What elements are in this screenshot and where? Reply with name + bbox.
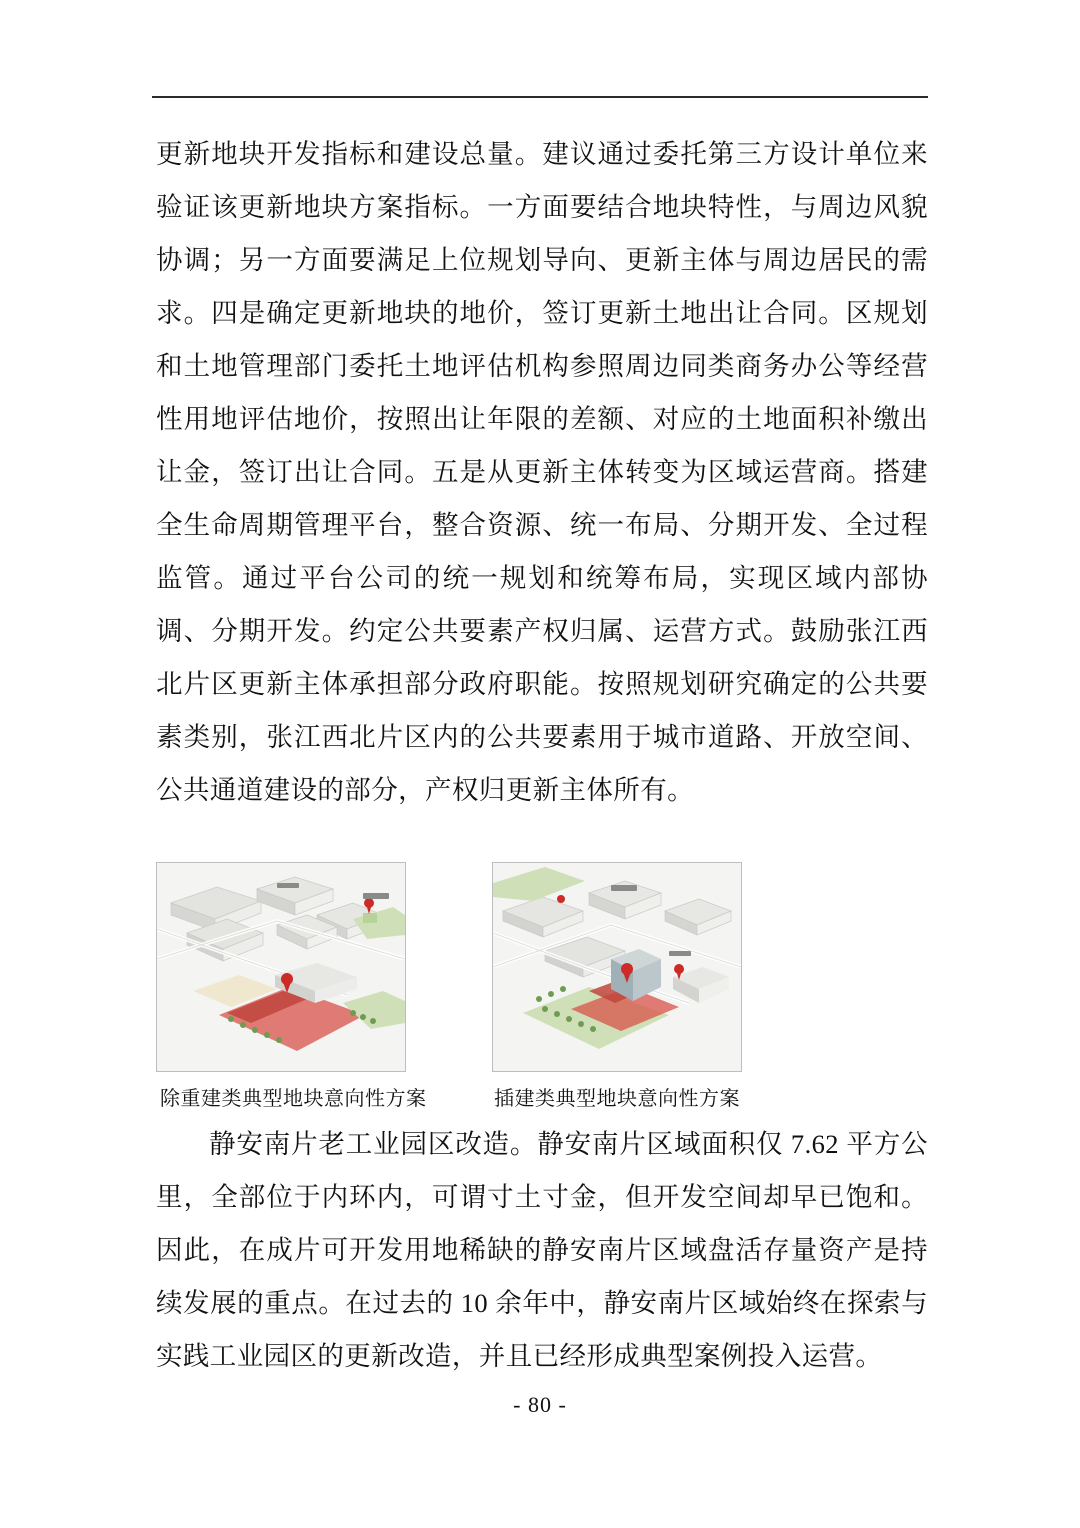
infill-rendering-svg [493,863,741,1071]
figure-infill [492,862,742,1111]
figure-rebuild [156,862,427,1111]
figure-infill-image [492,862,742,1072]
figure-infill-caption: 插建类典型地块意向性方案 [494,1088,740,1110]
figure-rebuild-caption: 除重建类典型地块意向性方案 [160,1088,427,1110]
paragraph-2: 静安南片老工业园区改造。静安南片区域面积仅 7.62 平方公里，全部位于内环内，可谓寸土寸金，但开发空间却早已饱和。因此，在成片可开发用地稀缺的静安南片区域盘活存量资产是持续发展的重点。在过去的 10 余年中，静安南片区域始终在探索与实践工业园区的更新改造，并且已经形成典型案例投入运营。 [156,1129,928,1371]
paragraph-1: 更新地块开发指标和建设总量。建议通过委托第三方设计单位来验证该更新地块方案指标。一方面要结合地块特性，与周边风貌协调；另一方面要满足上位规划导向、更新主体与周边居民的需求。四是确定更新地块的地价，签订更新土地出让合同。区规划和土地管理部门委托土地评估机构参照周边同类商务办公等经营性用地评估地价，按照出让年限的差额、对应的土地面积补缴出让金，签订出让合同。五是从更新主体转变为区域运营商。搭建全生命周期管理平台，整合资源、统一布局、分期开发、全过程监管。通过平台公司的统一规划和统筹布局，实现区域内部协调、分期开发。约定公共要素产权归属、运营方式。鼓励张江西北片区更新主体承担部分政府职能。按照规划研究确定的公共要素类别，张江西北片区内的公共要素用于城市道路、开放空间、公共通道建设的部分，产权归更新主体所有。 [156,139,928,805]
lower-body-text [156,1118,928,1383]
header-rule [152,96,928,98]
figure-group [156,862,928,1111]
page-number: - 80 - [513,1392,567,1417]
figure-rebuild-image [156,862,406,1072]
rebuild-rendering-svg [157,863,405,1071]
main-body-text [156,128,928,817]
